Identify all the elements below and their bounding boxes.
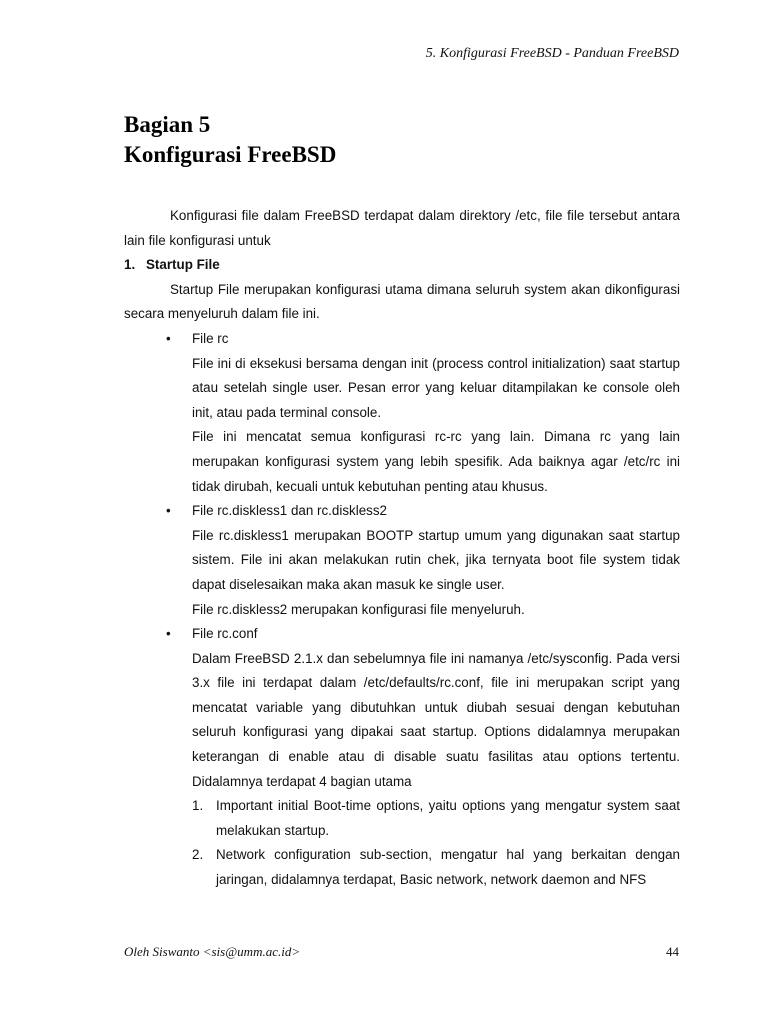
- numbered-sublist: [192, 794, 680, 892]
- section-heading: [124, 253, 680, 278]
- chapter-heading: [124, 110, 336, 170]
- body-text: [124, 204, 680, 893]
- sublist-item: [192, 843, 680, 892]
- sublist-text: Important initial Boot-time options, yaitu options yang mengatur system saat melakukan startup.: [216, 798, 680, 838]
- bullet-list: [124, 327, 680, 893]
- section-intro-paragraph: Startup File merupakan konfigurasi utama dimana seluruh system akan dikonfigurasi secara menyeluruh dalam file ini.: [124, 281, 680, 322]
- footer-author: Oleh Siswanto <sis@umm.ac.id>: [124, 944, 301, 959]
- list-item-title: File rc: [192, 330, 229, 346]
- list-item: [124, 327, 680, 499]
- sublist-text: Network configuration sub-section, mengatur hal yang berkaitan dengan jaringan, didalamnya terdapat, Basic network, network daemon and NFS: [216, 847, 680, 888]
- bullet-icon: •: [166, 330, 171, 346]
- list-item: [124, 622, 680, 893]
- paragraph: File ini mencatat semua konfigurasi rc-rc yang lain. Dimana rc yang lain merupakan konfigurasi system yang lebih spesifik. Ada baiknya agar /etc/rc ini tidak dirubah, kecuali untuk kebutuhan penting atau khusus.: [192, 429, 680, 494]
- sublist-number: 2.: [192, 847, 204, 863]
- page-number: 44: [666, 944, 679, 959]
- paragraph: File ini di eksekusi bersama dengan init (process control initialization) saat startup atau setelah single user. Pesan error yang keluar ditampilakan ke console oleh init, atau pada terminal console.: [192, 355, 680, 420]
- running-header: 5. Konfigurasi FreeBSD - Panduan FreeBSD: [425, 46, 679, 61]
- list-item-title: File rc.conf: [192, 626, 258, 642]
- section-title: Startup File: [146, 257, 220, 273]
- paragraph: File rc.diskless1 merupakan BOOTP startup umum yang digunakan saat startup sistem. File ini akan melakukan rutin chek, jika ternyata boot file system tidak dapat diselesaikan maka akan masuk ke single user.: [192, 527, 680, 592]
- list-item-title: File rc.diskless1 dan rc.diskless2: [192, 503, 387, 519]
- chapter-title: Konfigurasi FreeBSD: [124, 142, 337, 167]
- bullet-icon: •: [166, 503, 171, 519]
- sublist-number: 1.: [192, 798, 204, 814]
- bullet-icon: •: [166, 626, 171, 642]
- list-item: [124, 499, 680, 622]
- chapter-label: Bagian 5: [124, 112, 211, 137]
- paragraph: Dalam FreeBSD 2.1.x dan sebelumnya file ini namanya /etc/sysconfig. Pada versi 3.x file ini terdapat dalam /etc/defaults/rc.conf, file ini merupakan script yang mencatat variable yang dibutuhkan untuk diubah sesuai dengan kebutuhan seluruh konfigurasi yang dipakai saat startup. Options didalamnya merupakan keterangan di enable atau di disable suatu fasilitas atau options tertentu. Didalamnya terdapat 4 bagian utama: [192, 650, 680, 789]
- intro-paragraph: Konfigurasi file dalam FreeBSD terdapat dalam direktory /etc, file file tersebut antara lain file konfigurasi untuk: [124, 208, 680, 248]
- sublist-item: [192, 794, 680, 843]
- section-number: 1.: [124, 257, 136, 273]
- paragraph: File rc.diskless2 merupakan konfigurasi file menyeluruh.: [192, 601, 525, 617]
